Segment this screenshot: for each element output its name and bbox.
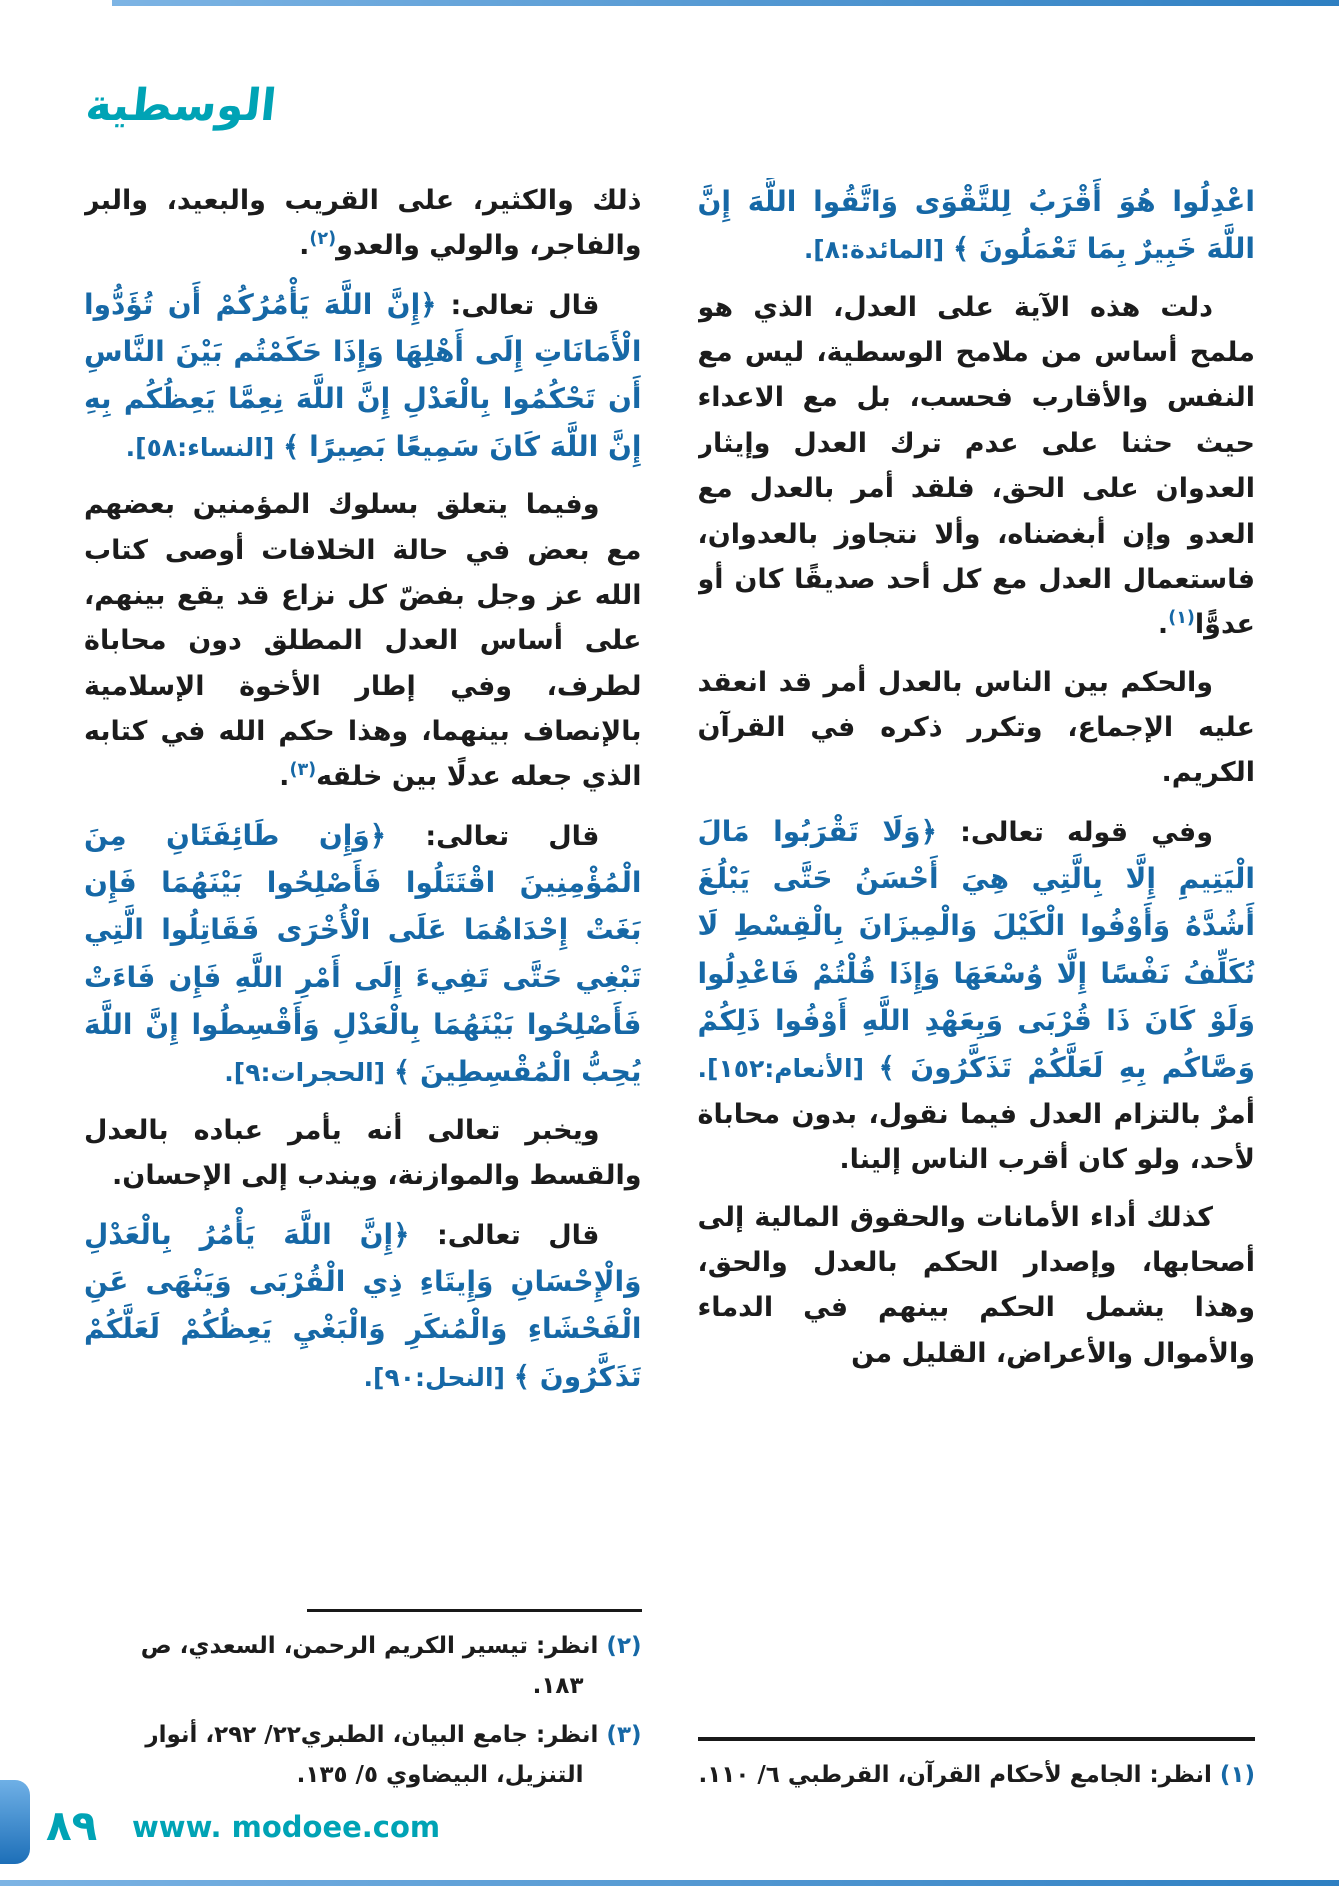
- body-paragraph: [84, 1108, 642, 1199]
- body-paragraph: [84, 482, 642, 800]
- body-text: أمرٌ بالتزام العدل فيما نقول، بدون محاباة لأحد، ولو كان أقرب الناس إلينا.: [697, 1098, 1255, 1176]
- body-paragraph: [698, 660, 1256, 796]
- verse-reference: [النحل:٩٠].: [363, 1362, 514, 1392]
- footnote-number: (١): [1219, 1761, 1255, 1788]
- body-text: ذلك والكثير، على القريب والبعيد، والبر والفاجر، والولي والعدو: [84, 185, 642, 262]
- footnote-separator: [307, 1609, 642, 1612]
- verse-reference: [الحجرات:٩].: [224, 1058, 394, 1088]
- quran-verse-paragraph: [698, 178, 1256, 273]
- two-column-text-area: [84, 178, 1255, 1803]
- footnote-text: انظر: الجامع لأحكام القرآن، القرطبي ٦/ ١١٠.: [698, 1761, 1220, 1788]
- footnote-separator: [698, 1737, 1256, 1741]
- body-text: كذلك أداء الأمانات والحقوق المالية إلى أصحابها، وإصدار الحكم بالعدل والحق، وهذا يشمل الحكم بينهم في الدماء والأموال والأعراض، القليل من: [697, 1201, 1255, 1369]
- body-text: ويخبر تعالى أنه يأمر عباده بالعدل والقسط والموازنة، ويندب إلى الإحسان.: [84, 1114, 642, 1192]
- left-column: [84, 178, 642, 1803]
- footnote: [84, 1626, 642, 1707]
- quran-verse-text: ﴿وَلَا تَقْرَبُوا مَالَ الْيَتِيمِ إِلَّا بِالَّتِي هِيَ أَحْسَنُ حَتَّى يَبْلُغَ أَشُدَّهُ وَأَوْفُوا الْكَيْلَ وَالْمِيزَانَ بِالْقِسْطِ لَا نُكَلِّفُ نَفْسًا إِلَّا وُسْعَهَا وَإِذَا قُلْتُمْ فَاعْدِلُوا وَلَوْ كَانَ ذَا قُرْبَى وَبِعَهْدِ اللَّهِ أَوْفُوا ذَلِكُمْ وَصَّاكُم بِهِ لَعَلَّكُمْ تَذَكَّرُونَ ﴾: [697, 814, 1255, 1085]
- body-paragraph: [84, 178, 642, 269]
- body-paragraph-with-verse: [84, 281, 642, 470]
- footnote-marker: (١): [1168, 608, 1195, 629]
- body-text: والحكم بين الناس بالعدل أمر قد انعقد عليه الإجماع، وتكرر ذكره في القرآن الكريم.: [697, 666, 1255, 789]
- left-column-footnotes: [84, 1603, 642, 1803]
- page-number-bar: [0, 1780, 30, 1864]
- body-text: قال تعالى:: [386, 820, 600, 852]
- body-text: .: [279, 761, 290, 793]
- footnote-number: (٣): [606, 1721, 642, 1748]
- footnote: [84, 1715, 642, 1796]
- body-text: قال تعالى:: [409, 1219, 600, 1251]
- verse-reference: [الأنعام:١٥٢].: [697, 1054, 879, 1084]
- body-text: وفيما يتعلق بسلوك المؤمنين بعضهم مع بعض في حالة الخلافات أوصى كتاب الله عز وجل بفضّ كل نزاع قد يقع بينهم، على أساس العدل المطلق دون محاباة لطرف، وفي إطار الأخوة الإسلامية بالإنصاف بينهما، وهذا حكم الله في كتابه الذي جعله عدلًا بين خلقه: [84, 489, 642, 793]
- page-number: ٨٩: [46, 1801, 98, 1850]
- right-column: [698, 178, 1256, 1803]
- bottom-decorative-line: [0, 1880, 1339, 1886]
- quran-verse-text: اعْدِلُوا هُوَ أَقْرَبُ لِلتَّقْوَى وَاتَّقُوا اللَّهَ إِنَّ اللَّهَ خَبِيرٌ بِمَا تَعْمَلُونَ ﴾: [697, 185, 1255, 266]
- body-paragraph-with-verse: [84, 1211, 642, 1400]
- body-text: قال تعالى:: [436, 289, 600, 321]
- website-text: www. modoee.com: [132, 1810, 441, 1844]
- footnote-number: (٢): [606, 1633, 642, 1659]
- body-text: وفي قوله تعالى:: [936, 816, 1213, 848]
- right-column-footnotes: [698, 1731, 1256, 1803]
- verse-reference: [المائدة:٨].: [803, 235, 953, 265]
- footnote-text: انظر: تيسير الكريم الرحمن، السعدي، ص ١٨٣.: [140, 1633, 607, 1700]
- verse-reference: [النساء:٥٨].: [125, 432, 284, 462]
- body-text: .: [1157, 609, 1169, 641]
- body-paragraph-with-verse: [84, 812, 642, 1096]
- body-paragraph: [698, 1195, 1256, 1376]
- footnote-marker: (٣): [289, 760, 317, 781]
- body-text: .: [299, 230, 310, 262]
- footnote-text: انظر: جامع البيان، الطبري٢٢/ ٢٩٢، أنوار التنزيل، البيضاوي ٥/ ١٣٥.: [145, 1721, 607, 1788]
- quran-verse-text: ﴿إِنَّ اللَّهَ يَأْمُرُ بِالْعَدْلِ وَالْإِحْسَانِ وَإِيتَاءِ ذِي الْقُرْبَى وَيَنْهَى عَنِ الْفَحْشَاءِ وَالْمُنكَرِ وَالْبَغْيِ يَعِظُكُمْ لَعَلَّكُمْ تَذَكَّرُونَ ﴾: [84, 1217, 642, 1393]
- top-decorative-line: [112, 0, 1339, 6]
- book-title-calligraphy: الوسطية: [83, 80, 279, 131]
- quran-verse-text: ﴿إِنَّ اللَّهَ يَأْمُرُكُمْ أَن تُؤَدُّوا الْأَمَانَاتِ إِلَى أَهْلِهَا وَإِذَا حَكَمْتُم بَيْنَ النَّاسِ أَن تَحْكُمُوا بِالْعَدْلِ إِنَّ اللَّهَ نِعِمَّا يَعِظُكُم بِهِ إِنَّ اللَّهَ كَانَ سَمِيعًا بَصِيرًا ﴾: [84, 287, 642, 463]
- body-paragraph-with-verse: [698, 808, 1256, 1183]
- footnote-marker: (٢): [309, 229, 337, 250]
- quran-verse-text: ﴿وَإِن طَائِفَتَانِ مِنَ الْمُؤْمِنِينَ اقْتَتَلُوا فَأَصْلِحُوا بَيْنَهُمَا فَإِن بَغَتْ إِحْدَاهُمَا عَلَى الْأُخْرَى فَقَاتِلُوا الَّتِي تَبْغِي حَتَّى تَفِيءَ إِلَى أَمْرِ اللَّهِ فَإِن فَاءَتْ فَأَصْلِحُوا بَيْنَهُمَا بِالْعَدْلِ وَأَقْسِطُوا إِنَّ اللَّهَ يُحِبُّ الْمُقْسِطِينَ ﴾: [84, 818, 642, 1089]
- footnote: [698, 1755, 1256, 1795]
- body-paragraph: [698, 285, 1256, 648]
- body-text: دلت هذه الآية على العدل، الذي هو ملمح أساس من ملامح الوسطية، ليس مع النفس والأقارب فحسب، بل مع الاعداء حيث حثنا على عدم ترك العدل وإيثار العدوان على الحق، فلقد أمر بالعدل مع العدو وإن أبغضناه، وألا نتجاوز بالعدوان، فاستعمال العدل مع كل أحد صديقًا كان أو عدوًّا: [697, 291, 1255, 641]
